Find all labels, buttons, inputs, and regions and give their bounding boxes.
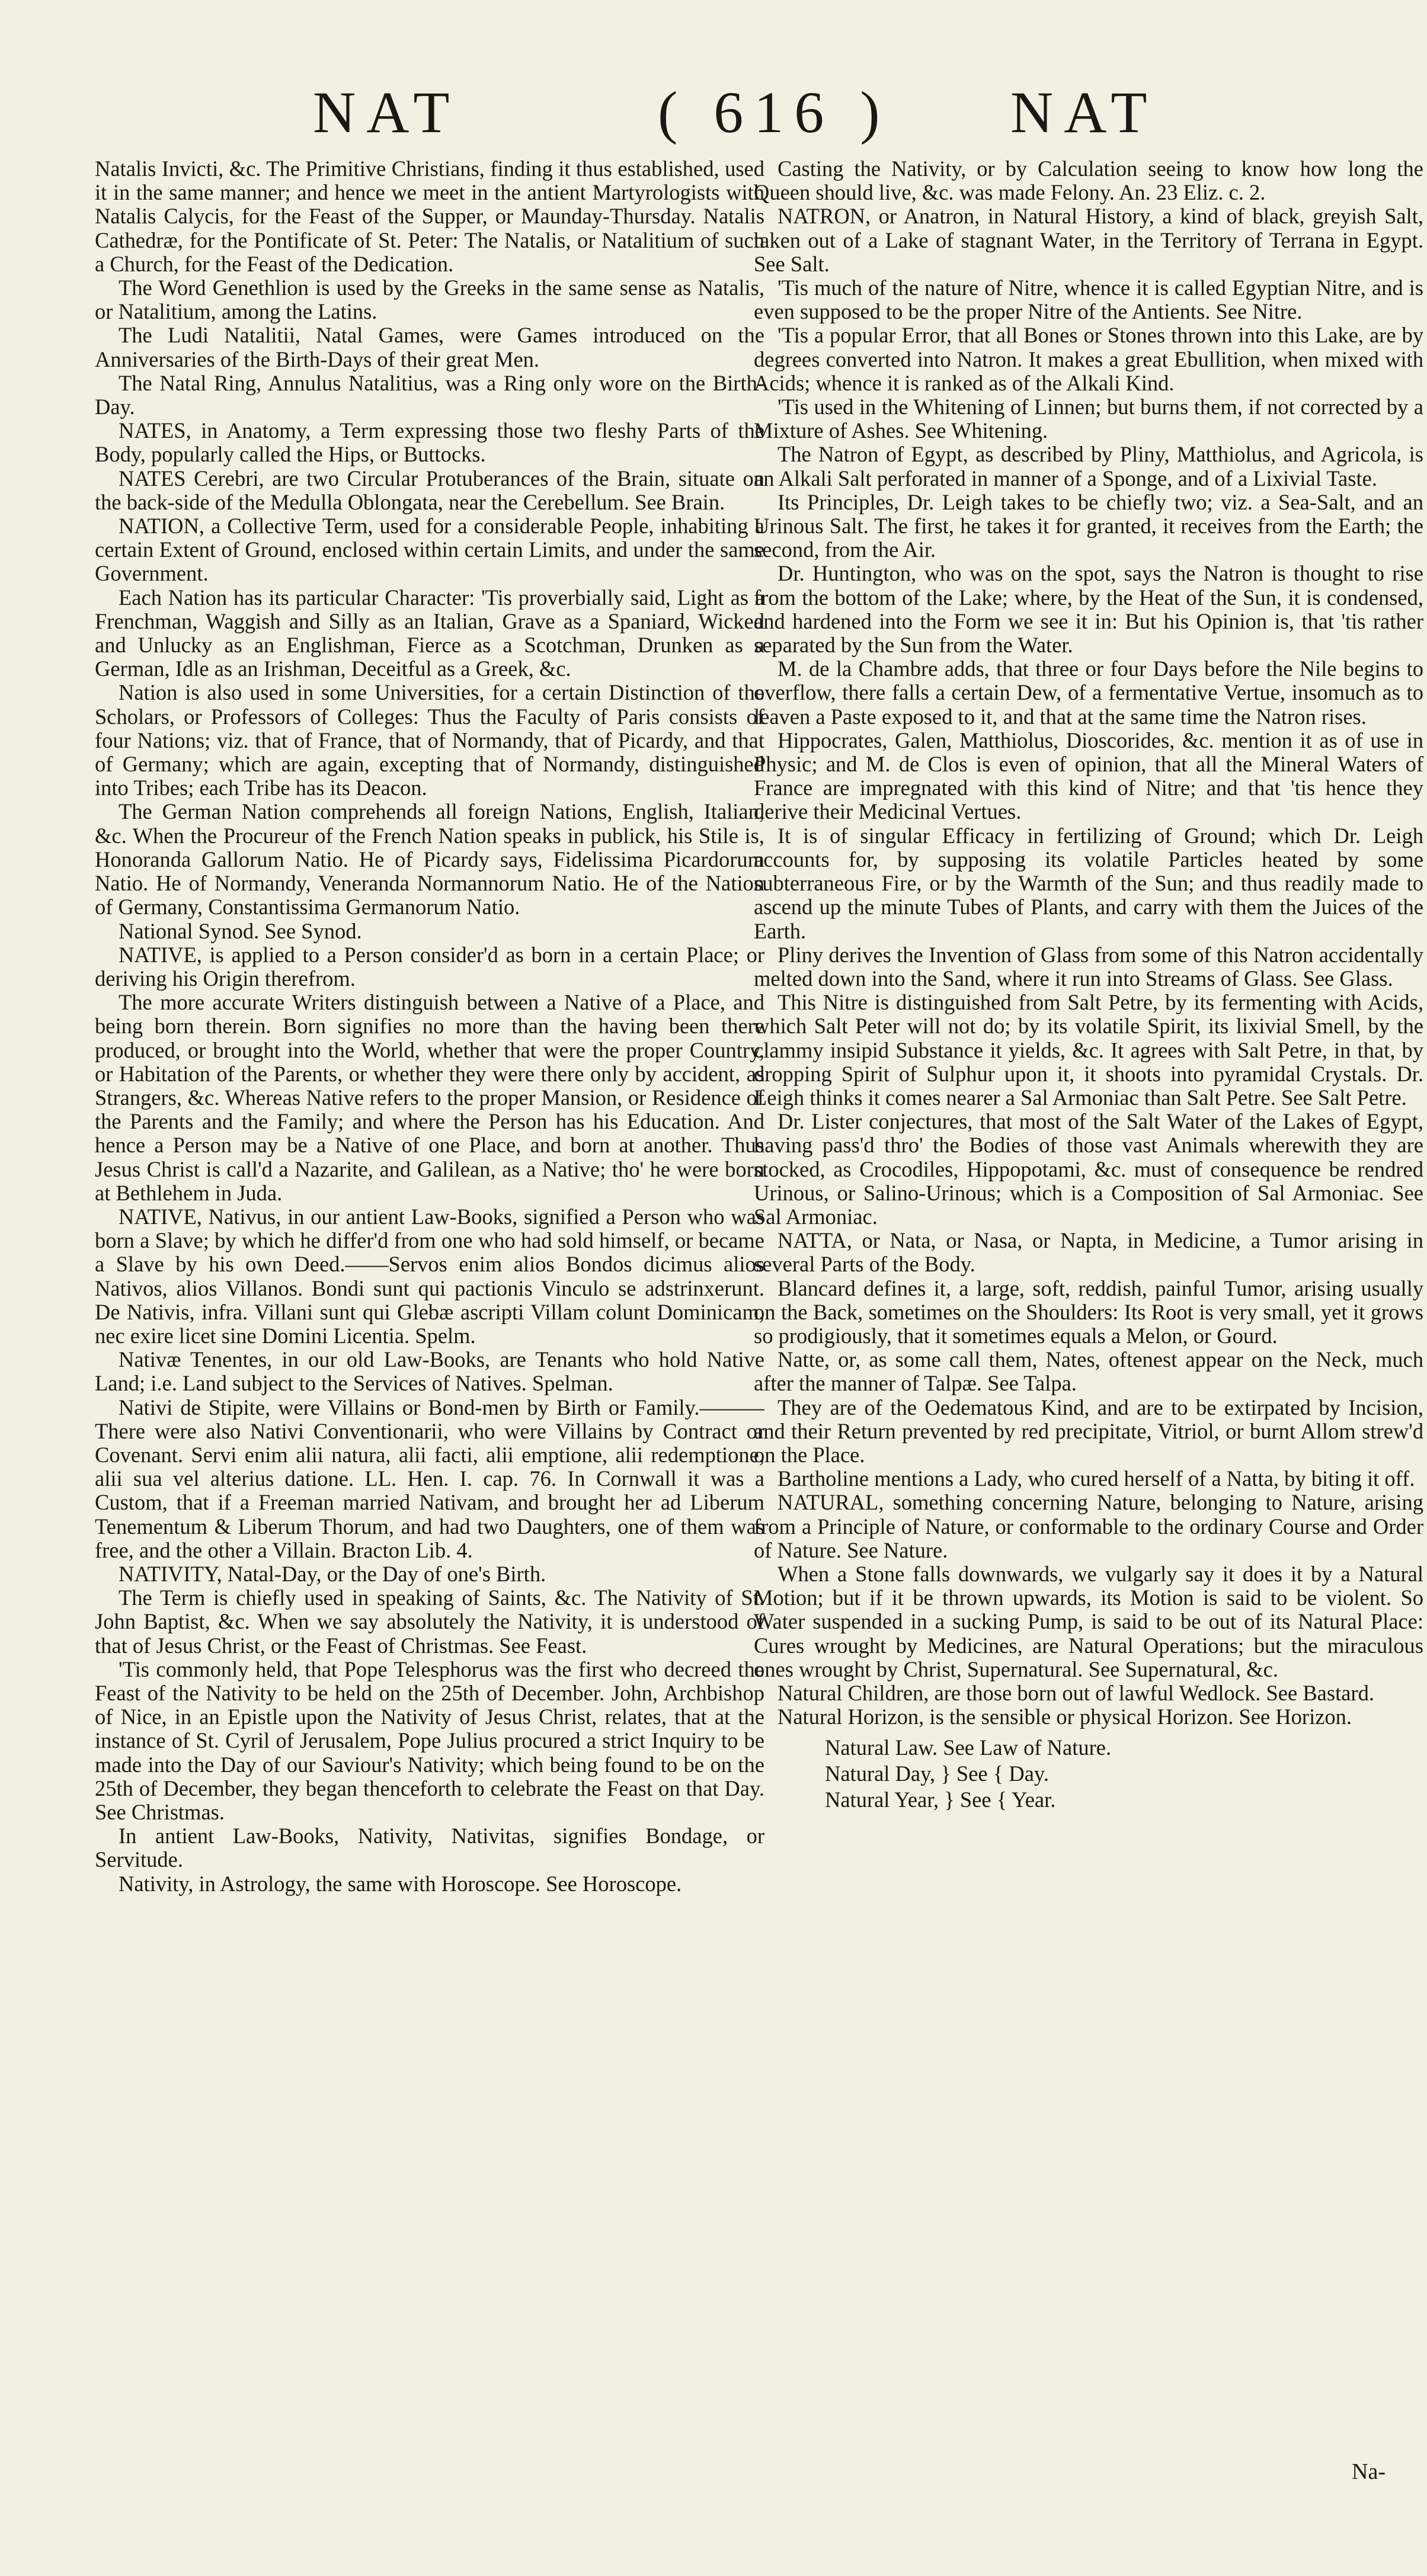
paragraph: Natural Children, are those born out of lawful Wedlock. See Bastard.	[778, 1681, 1374, 1705]
left-column	[95, 157, 764, 2527]
paragraph: NATIVE, Nativus, in our antient Law-Books, signified a Person who was born a Slave; by which he differ'd from one who had sold himself, or became a Slave by his own Deed.——Servos enim alios Bondos dicimus alios Nativos, alios Villanos. Bondi sunt qui pactionis Vinculo se adstrinxerunt. De Nativis, infra. Villani sunt qui Glebæ ascripti Villam colunt Dominicam, nec exire licet sine Domini Licentia. Spelm.	[95, 1204, 764, 1348]
paragraph: Blancard defines it, a large, soft, reddish, painful Tumor, arising usually on the Back, sometimes on the Shoulders: Its Root is very small, yet it grows so prodigiously, that it sometimes equals a Melon, or Gourd.	[754, 1276, 1423, 1348]
paragraph: NATTA, or Nata, or Nasa, or Napta, in Medicine, a Tumor arising in several Parts of the Body.	[754, 1228, 1423, 1277]
header-left-word: NAT	[313, 79, 460, 145]
paragraph: The Term is chiefly used in speaking of Saints, &c. The Nativity of St. John Baptist, &c. When we say absolutely the Nativity, it is understood of that of Jesus Christ, or the Feast of Christmas. See Feast.	[95, 1585, 764, 1658]
paragraph: Natte, or, as some call them, Nates, oftenest appear on the Neck, much after the manner of Talpæ. See Talpa.	[754, 1347, 1423, 1396]
paragraph: M. de la Chambre adds, that three or four Days before the Nile begins to overflow, there falls a certain Dew, of a fermentative Vertue, insomuch as to leaven a Paste exposed to it, and that at the same time the Natron rises.	[754, 656, 1423, 729]
paragraph: 'Tis much of the nature of Nitre, whence it is called Egyptian Nitre, and is even supposed to be the proper Nitre of the Antients. See Nitre.	[754, 275, 1423, 324]
paragraph: Nativi de Stipite, were Villains or Bond-men by Birth or Family.———There were also Nativi Conventionarii, who were Villains by Contract or Covenant. Servi enim alii natura, alii facti, alii emptione, alii redemptione, alii sua vel alterius datione. LL. Hen. I. cap. 76. In Cornwall it was a Custom, that if a Freeman married Nativam, and brought her ad Liberum Tenementum & Liberum Thorum, and had two Daughters, one of them was free, and the other a Villain. Bracton Lib. 4.	[95, 1395, 764, 1562]
paragraph: NATIVE, is applied to a Person consider'd as born in a certain Place; or deriving his Origin therefrom.	[95, 942, 764, 991]
paragraph: Bartholine mentions a Lady, who cured herself of a Natta, by biting it off.	[778, 1466, 1415, 1491]
paragraph: Natural Horizon, is the sensible or physical Horizon. See Horizon.	[778, 1704, 1352, 1729]
paragraph: Nativity, in Astrology, the same with Horoscope. See Horoscope.	[119, 1871, 682, 1896]
see-table	[754, 1735, 1423, 1813]
page-header	[0, 65, 1427, 160]
paragraph: It is of singular Efficacy in fertilizing of Ground; which Dr. Leigh accounts for, by supposing its volatile Particles heated by some subterraneous Fire, or by the Warmth of the Sun; and thus readily made to ascend up the minute Tubes of Plants, and carry with them the Juices of the Earth.	[754, 823, 1423, 943]
page-number: ( 616 )	[658, 79, 891, 145]
paragraph: Its Principles, Dr. Leigh takes to be chiefly two; viz. a Sea-Salt, and an Urinous Salt. The first, he takes it for granted, it receives from the Earth; the second, from the Air.	[754, 489, 1423, 562]
paragraph: The more accurate Writers distinguish between a Native of a Place, and being born therein. Born signifies no more than the having been there produced, or brought into the World, whether that were the proper Country, or Habitation of the Parents, or whether they were there only by accident, as Strangers, &c. Whereas Native refers to the proper Mansion, or Residence of the Parents and the Family; and where the Person has his Education. And hence a Person may be a Native of one Place, and born at another. Thus Jesus Christ is call'd a Nazarite, and Galilean, as a Native; tho' he were born at Bethlehem in Juda.	[95, 990, 764, 1205]
paragraph: 'Tis a popular Error, that all Bones or Stones thrown into this Lake, are by degrees converted into Natron. It makes a great Ebullition, when mixed with Acids; whence it is ranked as of the Alkali Kind.	[754, 323, 1423, 395]
paragraph: This Nitre is distinguished from Salt Petre, by its fermenting with Acids, which Salt Peter will not do; by its volatile Spirit, its lixivial Smell, by the clammy insipid Substance it yields, &c. It agrees with Salt Petre, in that, by dropping Spirit of Sulphur upon it, it shoots into pyramidal Crystals. Dr. Leigh thinks it comes nearer a Sal Armoniac than Salt Petre. See Salt Petre.	[754, 990, 1423, 1110]
paragraph: Casting the Nativity, or by Calculation seeing to know how long the Queen should live, &c. was made Felony. An. 23 Eliz. c. 2.	[754, 157, 1423, 205]
paragraph: National Synod. See Synod.	[119, 918, 362, 943]
paragraph: NATURAL, something concerning Nature, belonging to Nature, arising from a Principle of Nature, or conformable to the ordinary Course and Order of Nature. See Nature.	[754, 1490, 1423, 1562]
paragraph: Nativæ Tenentes, in our old Law-Books, are Tenants who hold Native Land; i.e. Land subject to the Services of Natives. Spelman.	[95, 1347, 764, 1396]
paragraph: The Natal Ring, Annulus Natalitius, was a Ring only wore on the Birth-Day.	[95, 370, 764, 419]
paragraph: Pliny derives the Invention of Glass from some of this Natron accidentally melted down into the Sand, where it run into Streams of Glass. See Glass.	[754, 942, 1423, 991]
header-right-word: NAT	[1010, 79, 1158, 145]
paragraph: The Word Genethlion is used by the Greeks in the same sense as Natalis, or Natalitium, among the Latins.	[95, 275, 764, 324]
paragraph: The German Nation comprehends all foreign Nations, English, Italian, &c. When the Procureur of the French Nation speaks in publick, his Stile is, Honoranda Gallorum Natio. He of Picardy says, Fidelissima Picardorum Natio. He of Normandy, Veneranda Normannorum Natio. He of the Nation of Germany, Constantissima Germanorum Natio.	[95, 799, 764, 919]
paragraph: 'Tis used in the Whitening of Linnen; but burns them, if not corrected by a Mixture of Ashes. See Whitening.	[754, 395, 1423, 443]
paragraph: NATRON, or Anatron, in Natural History, a kind of black, greyish Salt, taken out of a Lake of stagnant Water, in the Territory of Terrana in Egypt. See Salt.	[754, 204, 1423, 276]
paragraph: NATIVITY, Natal-Day, or the Day of one's Birth.	[119, 1561, 546, 1586]
see-table-row: Natural Year, } See { Year.	[825, 1787, 1056, 1812]
paragraph: Nation is also used in some Universities, for a certain Distinction of the Scholars, or Professors of Colleges: Thus the Faculty of Paris consists of four Nations; viz. that of France, that of Normandy, that of Picardy, and that of Germany; which are again, excepting that of Normandy, distinguished into Tribes; each Tribe has its Deacon.	[95, 680, 764, 800]
paragraph: Natalis Invicti, &c. The Primitive Christians, finding it thus established, used it in the same manner; and hence we meet in the antient Martyrologists with Natalis Calycis, for the Feast of the Supper, or Maunday-Thursday. Natalis Cathedræ, for the Pontificate of St. Peter: The Natalis, or Natalitium of such a Church, for the Feast of the Dedication.	[95, 157, 764, 276]
paragraph: NATES, in Anatomy, a Term expressing those two fleshy Parts of the Body, popularly called the Hips, or Buttocks.	[95, 418, 764, 467]
paragraph: Dr. Huntington, who was on the spot, says the Natron is thought to rise from the bottom of the Lake; where, by the Heat of the Sun, it is condensed, and hardened into the Form we see it in: But his Opinion is, that 'tis rather separated by the Sun from the Water.	[754, 561, 1423, 658]
paragraph: Hippocrates, Galen, Matthiolus, Dioscorides, &c. mention it as of use in Physic; and M. de Clos is even of opinion, that all the Mineral Waters of France are impregnated with this kind of Nitre; and that 'tis hence they derive their Medicinal Vertues.	[754, 728, 1423, 824]
paragraph: In antient Law-Books, Nativity, Nativitas, signifies Bondage, or Servitude.	[95, 1824, 764, 1872]
right-column	[754, 157, 1423, 2527]
see-table-row: Natural Day, } See { Day.	[825, 1761, 1049, 1786]
paragraph: When a Stone falls downwards, we vulgarly say it does it by a Natural Motion; but if it be thrown upwards, its Motion is said to be violent. So Water suspended in a sucking Pump, is said to be out of its Natural Place: Cures wrought by Medicines, are Natural Operations; but the miraculous ones wrought by Christ, Supernatural. See Supernatural, &c.	[754, 1561, 1423, 1681]
paragraph: They are of the Oedematous Kind, and are to be extirpated by Incision, and their Return prevented by red precipitate, Vitriol, or burnt Allom strew'd on the Place.	[754, 1395, 1423, 1467]
paragraph: 'Tis commonly held, that Pope Telesphorus was the first who decreed the Feast of the Nativity to be held on the 25th of December. John, Archbishop of Nice, in an Epistle upon the Nativity of Jesus Christ, relates, that at the instance of St. Cyril of Jerusalem, Pope Julius procured a strict Inquiry to be made into the Day of our Saviour's Nativity; which being found to be on the 25th of December, they began thenceforth to celebrate the Feast on that Day. See Christmas.	[95, 1657, 764, 1825]
paragraph: NATES Cerebri, are two Circular Protuberances of the Brain, situate on the back-side of the Medulla Oblongata, near the Cerebellum. See Brain.	[95, 466, 764, 514]
paragraph: Dr. Lister conjectures, that most of the Salt Water of the Lakes of Egypt, having pass'd thro' the Bodies of those vast Animals wherewith they are stocked, as Crocodiles, Hippopotami, &c. must of consequence be rendred Urinous, or Salino-Urinous; which is a Composition of Sal Armoniac. See Sal Armoniac.	[754, 1109, 1423, 1229]
catchword: Na-	[1352, 2459, 1386, 2484]
paragraph: NATION, a Collective Term, used for a considerable People, inhabiting a certain Extent of Ground, enclosed within certain Limits, and under the same Government.	[95, 514, 764, 586]
paragraph: Each Nation has its particular Character: 'Tis proverbially said, Light as a Frenchman, Waggish and Silly as an Italian, Grave as a Spaniard, Wicked and Unlucky as an Englishman, Fierce as a Scotchman, Drunken as a German, Idle as an Irishman, Deceitful as a Greek, &c.	[95, 585, 764, 681]
paragraph: The Ludi Natalitii, Natal Games, were Games introduced on the Anniversaries of the Birth-Days of their great Men.	[95, 323, 764, 371]
see-table-row: Natural Law. See Law of Nature.	[825, 1735, 1112, 1760]
paragraph: The Natron of Egypt, as described by Pliny, Matthiolus, and Agricola, is an Alkali Salt perforated in manner of a Sponge, and of a Lixivial Taste.	[754, 442, 1423, 491]
